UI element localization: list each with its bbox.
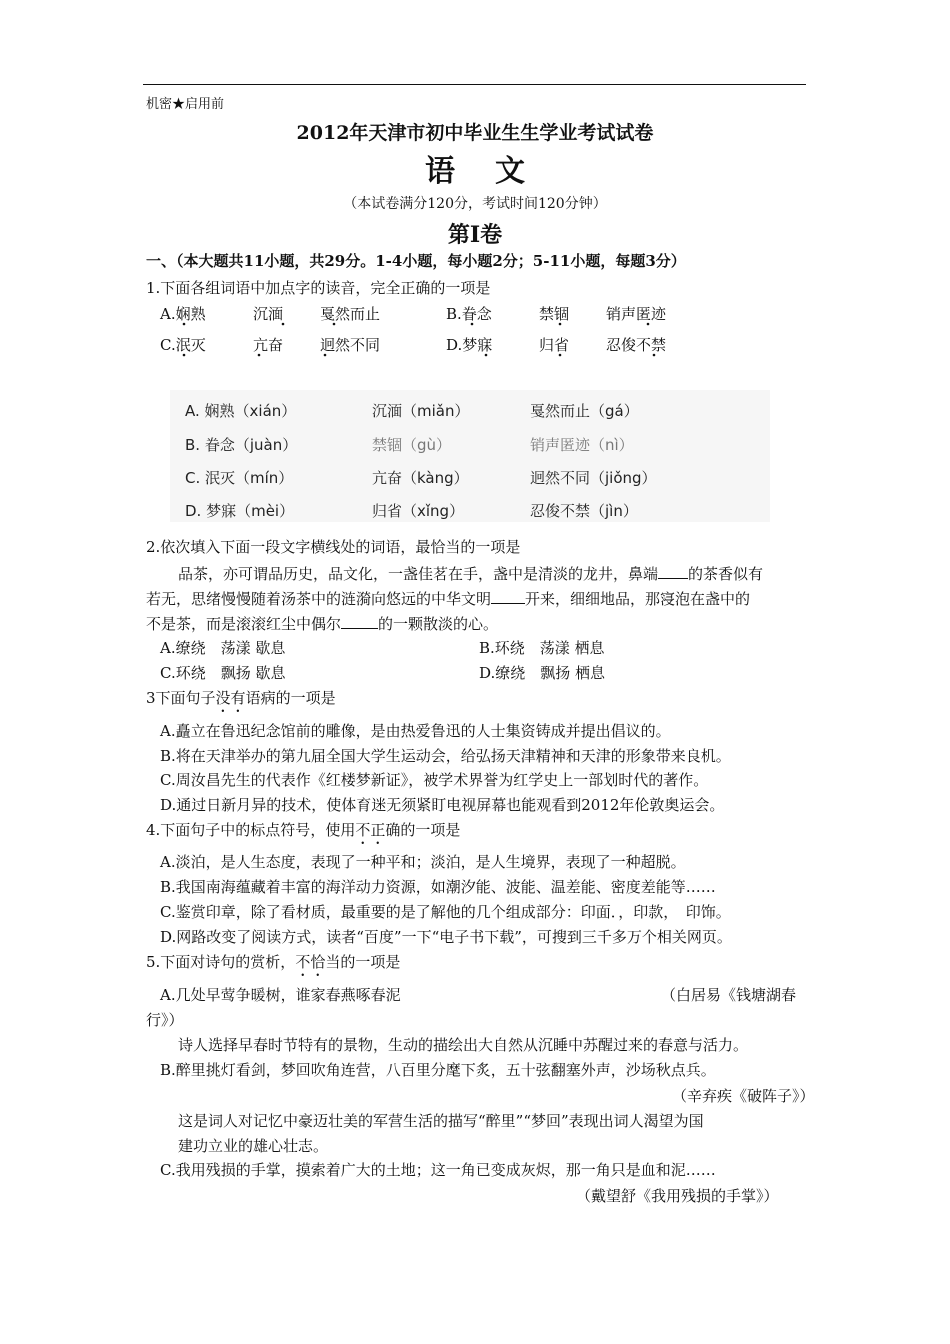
pinyin-c-1: C. 泯灭（mín）	[185, 469, 294, 487]
pinyin-b-1: B. 眷念（juàn）	[185, 436, 298, 454]
pinyin-a-2: 沉湎（miǎn）	[372, 402, 470, 420]
pinyin-b-3: 销声匿迹（nì）	[530, 436, 634, 454]
q2-blank-1[interactable]	[658, 564, 688, 579]
q5-option-a-source: （白居易《钱塘湖春	[661, 986, 797, 1004]
q1-opt-d-2: 归省	[539, 336, 570, 354]
q5-option-b-note-2: 建功立业的雄心壮志。	[178, 1137, 329, 1155]
q5-stem-a: 5.下面对诗句的赏析，	[146, 953, 296, 971]
q4-option-d: D.网路改变了阅读方式，读者“百度”一下“电子书下载”，可搜到三千多万个相关网页。	[160, 928, 732, 946]
exam-note: （本试卷满分120分，考试时间120分钟）	[343, 196, 607, 212]
q4-stem-a: 4.下面句子中的标点符号，使用	[146, 821, 356, 839]
q3-stem	[146, 689, 336, 716]
q2-passage-line-1	[178, 564, 763, 583]
q1-opt-d-1: D.梦寐	[446, 336, 493, 354]
q5-stem-emphasis: 不恰	[295, 953, 326, 971]
q1-opt-b-2: 禁锢	[539, 305, 570, 323]
q5-option-c-source: （戴望舒《我用残损的手掌》）	[576, 1187, 779, 1205]
q1-opt-b-3: 销声匿迹	[606, 305, 667, 323]
q4-stem-emphasis: 不正	[355, 821, 386, 839]
q5-option-a-line: A.几处早莺争暖树，谁家春燕啄春泥	[160, 986, 401, 1004]
q2-p2-text-b: 开来，细细地品，那寖泡在盏中的	[525, 590, 751, 608]
q1-opt-c-1: C.泯灭	[160, 336, 206, 354]
q1-stem: 1.下面各组词语中加点字的读音，完全正确的一项是	[146, 279, 491, 297]
q1-opt-a-1: A.娴熟	[160, 305, 206, 323]
q2-p1-text-a: 品茶，亦可谓品历史，品文化，一盏佳茗在手，盏中是清淡的龙井，鼻端	[178, 565, 659, 583]
q1-opt-a-3: 戛然而止	[320, 305, 381, 323]
q4-stem	[146, 821, 460, 848]
q2-blank-3[interactable]	[341, 614, 378, 629]
q5-stem-b: 当的一项是	[325, 953, 401, 971]
pinyin-c-2: 亢奋（kàng）	[372, 469, 469, 487]
q2-option-c: C.环绕 飘扬 歇息	[160, 664, 286, 682]
section-heading: 一、（本大题共11小题，共29分。1-4小题，每小题2分；5-11小题，每题3分）	[146, 252, 686, 270]
q3-option-c: C.周汝昌先生的代表作《红楼梦新证》，被学术界誉为红学史上一部划时代的著作。	[160, 771, 709, 789]
q5-option-b-source: （辛弃疾《破阵子》）	[672, 1087, 815, 1105]
q3-stem-a: 3下面句子	[146, 689, 216, 707]
q2-blank-2[interactable]	[491, 589, 525, 604]
q2-p1-text-b: 的茶香似有	[688, 565, 764, 583]
confidential-label: 机密★启用前	[146, 97, 225, 112]
pinyin-d-2: 归省（xǐng）	[372, 502, 465, 520]
q1-opt-a-2: 沉湎	[253, 305, 284, 323]
q1-opt-b-1: B.眷念	[446, 305, 492, 323]
q5-option-b-line: B.醉里挑灯看剑，梦回吹角连营，八百里分麾下炙，五十弦翻塞外声，沙场秋点兵。	[160, 1061, 716, 1079]
pinyin-c-3: 迥然不同（jiǒng）	[530, 469, 657, 487]
pinyin-d-3: 忍俊不禁（jìn）	[530, 502, 638, 520]
pinyin-a-3: 戛然而止（gá）	[530, 402, 639, 420]
q2-option-d: D.缭绕 飘扬 栖息	[479, 664, 606, 682]
q1-opt-c-2: 亢奋	[253, 336, 284, 354]
q2-option-b: B.环绕 荡漾 栖息	[479, 639, 605, 657]
q2-p3-text-a: 不是茶，而是滚滚红尘中偶尔	[146, 615, 342, 633]
q2-p2-text-a: 若无，思绪慢慢随着汤茶中的涟漪向悠远的中华文明	[146, 590, 492, 608]
q2-passage-line-2	[146, 589, 750, 608]
q2-option-a: A.缭绕 荡漾 歇息	[160, 639, 286, 657]
q2-p3-text-b: 的一颗散淡的心。	[378, 615, 499, 633]
pinyin-a-1: A. 娴熟（xián）	[185, 402, 297, 420]
q3-stem-emphasis: 没有	[215, 689, 246, 707]
q5-option-b-note-1: 这是词人对记忆中豪迈壮美的军营生活的描写“醉里”“梦回”表现出词人渴望为国	[178, 1112, 704, 1130]
exam-title: 2012年天津市初中毕业生生学业考试试卷	[296, 122, 654, 144]
q3-stem-b: 语病的一项是	[245, 689, 336, 707]
q5-option-a-source-cont: 行》）	[146, 1011, 184, 1029]
q2-stem: 2.依次填入下面一段文字横线处的词语，最恰当的一项是	[146, 538, 521, 556]
q1-opt-c-3: 迥然不同	[320, 336, 381, 354]
pinyin-d-1: D. 梦寐（mèi）	[185, 502, 295, 520]
q2-passage-line-3	[146, 614, 498, 633]
q3-option-b: B.将在天津举办的第九届全国大学生运动会，给弘扬天津精神和天津的形象带来良机。	[160, 747, 731, 765]
q5-option-c-line: C.我用残损的手掌，摸索着广大的土地；这一角已变成灰烬，那一角只是血和泥……	[160, 1161, 716, 1179]
q1-emphasis-dots	[0, 0, 950, 360]
q4-option-c: C.鉴赏印章，除了看材质，最重要的是了解他的几个组成部分：印面．，印款， 印饰。	[160, 903, 731, 921]
subject-char-2: 文	[495, 154, 525, 189]
subject-char-1: 语	[425, 154, 455, 189]
volume-title: 第Ⅰ卷	[447, 222, 503, 248]
q3-option-d: D.通过日新月异的技术，使体育迷无须紧盯电视屏幕也能观看到2012年伦敦奥运会。	[160, 796, 725, 814]
pinyin-b-2: 禁锢（gù）	[372, 436, 452, 454]
q4-stem-b: 确的一项是	[385, 821, 461, 839]
q3-option-a: A.矗立在鲁迅纪念馆前的雕像，是由热爱鲁迅的人士集资铸成并提出倡议的。	[160, 722, 671, 740]
q4-option-a: A.淡泊，是人生态度，表现了一种平和；淡泊，是人生境界，表现了一种超脱。	[160, 853, 686, 871]
q5-option-a-note: 诗人选择早春时节特有的景物，生动的描绘出大自然从沉睡中苏醒过来的春意与活力。	[178, 1036, 749, 1054]
q1-opt-d-3: 忍俊不禁	[606, 336, 667, 354]
q4-option-b: B.我国南海蕴藏着丰富的海洋动力资源，如潮汐能、波能、温差能、密度差能等……	[160, 878, 716, 896]
q5-stem	[146, 953, 400, 980]
